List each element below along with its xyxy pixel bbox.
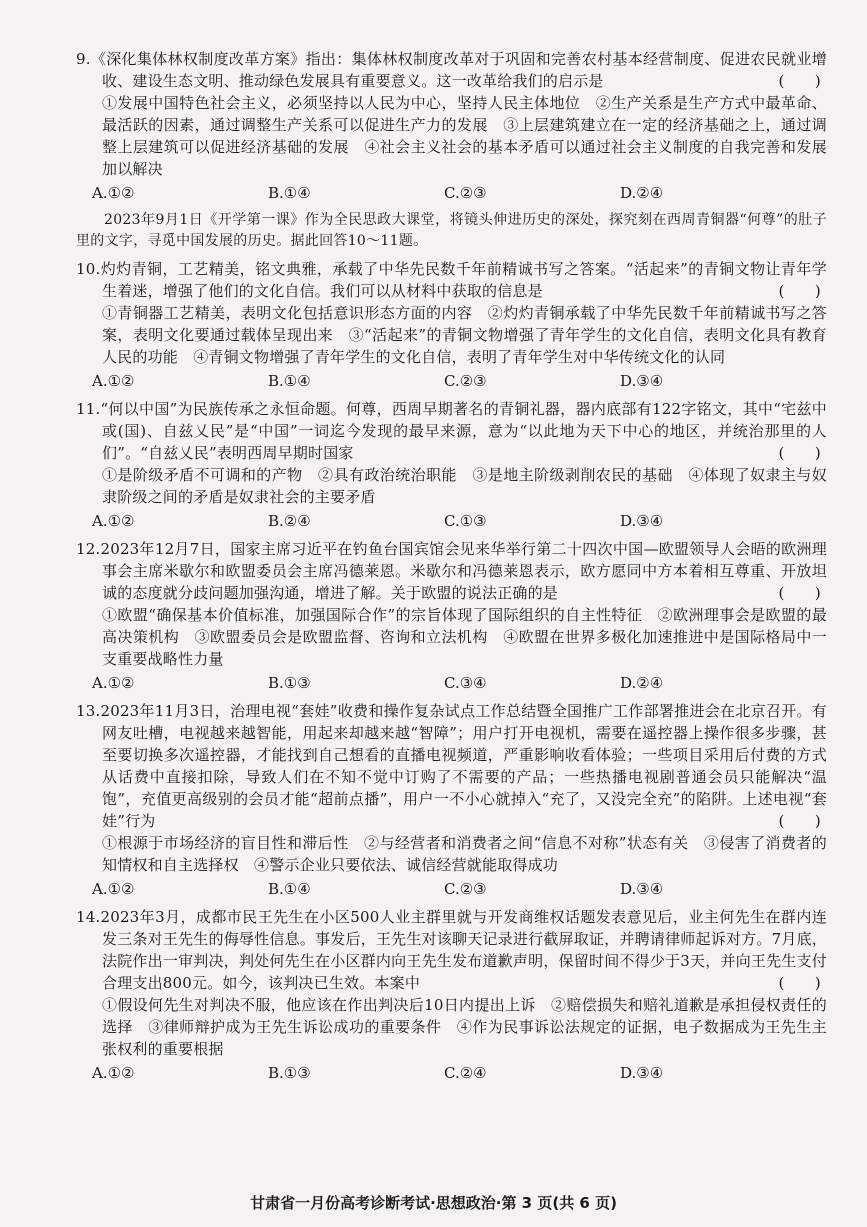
choice-a: A.①②: [92, 674, 135, 692]
answer-choices: [76, 510, 827, 532]
statement-options: ①欧盟“确保基本价值标准，加强国际合作”的宗旨体现了国际组织的自主性特征 ②欧洲理事会是欧盟的最高决策机构 ③欧盟委员会是欧盟监督、咨询和立法机构 ④欧盟在世界多极化加速推进中是国际格局中一支重要战略性力量: [102, 606, 827, 668]
answer-paren: ( ): [778, 72, 821, 90]
answer-paren: ( ): [778, 282, 821, 300]
choice-c: C.②③: [444, 880, 487, 898]
choice-a: A.①②: [92, 1064, 135, 1082]
question-stem: 9.《深化集体林权制度改革方案》指出：集体林权制度改革对于巩固和完善农村基本经营制度、促进农民就业增收、建设生态文明、推动绿色发展具有重要意义。这一改革给我们的启示是 ( ): [76, 50, 827, 90]
choice-b: B.②④: [268, 512, 311, 530]
choice-d: D.③④: [620, 1064, 664, 1082]
answer-choices: [76, 878, 827, 900]
answer-paren: ( ): [778, 812, 821, 830]
choice-a: A.①②: [92, 512, 135, 530]
choice-b: B.①③: [268, 674, 311, 692]
choice-d: D.③④: [620, 372, 664, 390]
answer-choices: [76, 370, 827, 392]
question-stem: 10.灼灼青铜，工艺精美，铭文典雅，承载了中华先民数千年前精诚书写之答案。“活起来”的青铜文物让青年学生着迷，增强了他们的文化自信。我们可以从材料中获取的信息是 ( ): [76, 260, 827, 300]
answer-choices: [76, 182, 827, 204]
statement-options: ①假设何先生对判决不服，他应该在作出判决后10日内提出上诉 ②赔偿损失和赔礼道歉是承担侵权责任的选择 ③律师辩护成为王先生诉讼成功的重要条件 ④作为民事诉讼法规定的证据，电子数据成为王先生主张权利的重要根据: [102, 996, 827, 1058]
statement-options: ①青铜器工艺精美，表明文化包括意识形态方面的内容 ②灼灼青铜承载了中华先民数千年前精诚书写之答案，表明文化要通过载体呈现出来 ③“活起来”的青铜文物增强了青年学生的文化自信，表明文化具有教育人民的功能 ④青铜文物增强了青年学生的文化自信，表明了青年学生对中华传统文化的认同: [102, 304, 827, 366]
choice-a: A.①②: [92, 880, 135, 898]
choice-c: C.①③: [444, 512, 487, 530]
answer-choices: [76, 672, 827, 694]
question-13: [76, 700, 827, 900]
statement-options: ①根源于市场经济的盲目性和滞后性 ②与经营者和消费者之间“信息不对称”状态有关 ③侵害了消费者的知情权和自主选择权 ④警示企业只要依法、诚信经营就能取得成功: [102, 834, 827, 874]
choice-d: D.③④: [620, 512, 664, 530]
choice-a: A.①②: [92, 372, 135, 390]
answer-paren: ( ): [778, 584, 821, 602]
choice-b: B.①③: [268, 1064, 311, 1082]
page-footer: 甘肃省一月份高考诊断考试·思想政治·第 3 页(共 6 页): [250, 1194, 617, 1212]
choice-c: C.②③: [444, 372, 487, 390]
choice-a: A.①②: [92, 184, 135, 202]
choice-b: B.①④: [268, 880, 311, 898]
choice-d: D.③④: [620, 880, 664, 898]
question-stem: 13.2023年11月3日，治理电视“套娃”收费和操作复杂试点工作总结暨全国推广工作部署推进会在北京召开。有网友吐槽，电视越来越智能，用起来却越来越“智障”；用户打开电视机，需要在遥控器上操作很多步骤，甚至要切换多次遥控器，才能找到自己想看的直播电视频道，严重影响收看体验；一些项目采用后付费的方式从话费中直接扣除，导致人们在不知不觉中订购了不需要的产品；一些热播电视剧普通会员只能解决“温饱”，充值更高级别的会员才能“超前点播”，用户一不小心就掉入“充了，又没完全充”的陷阱。上述电视“套娃”行为 ( ): [76, 702, 827, 830]
question-11: [76, 398, 827, 532]
choice-d: D.②④: [620, 184, 664, 202]
shared-material-10-11: 2023年9月1日《开学第一课》作为全民思政大课堂，将镜头伸进历史的深处，探究刻在西周青铜器“何尊”的肚子里的文字，寻觅中国发展的历史。据此回答10～11题。: [76, 212, 827, 249]
choice-c: C.③④: [444, 674, 487, 692]
choice-d: D.②④: [620, 674, 664, 692]
choice-c: C.②③: [444, 184, 487, 202]
question-12: [76, 538, 827, 694]
choice-c: C.②④: [444, 1064, 487, 1082]
question-9: [76, 48, 827, 204]
statement-options: ①发展中国特色社会主义，必须坚持以人民为中心，坚持人民主体地位 ②生产关系是生产方式中最革命、最活跃的因素，通过调整生产关系可以促进生产力的发展 ③上层建筑建立在一定的经济基础之上，通过调整上层建筑可以促进经济基础的发展 ④社会主义社会的基本矛盾可以通过社会主义制度的自我完善和发展加以解决: [102, 94, 827, 178]
statement-options: ①是阶级矛盾不可调和的产物 ②具有政治统治职能 ③是地主阶级剥削农民的基础 ④体现了奴隶主与奴隶阶级之间的矛盾是奴隶社会的主要矛盾: [102, 466, 827, 506]
question-stem: 14.2023年3月，成都市民王先生在小区500人业主群里就与开发商维权话题发表意见后，业主何先生在群内连发三条对王先生的侮辱性信息。事发后，王先生对该聊天记录进行截屏取证，并聘请律师起诉对方。7月底，法院作出一审判决，判处何先生在小区群内向王先生发布道歉声明，保留时间不得少于3天，并向王先生支付合理支出800元。如今，该判决已生效。本案中 ( ): [76, 908, 827, 992]
choice-b: B.①④: [268, 184, 311, 202]
question-stem: 11.“何以中国”为民族传承之永恒命题。何尊，西周早期著名的青铜礼器，器内底部有122字铭文，其中“宅兹中或(国)、自兹乂民”是“中国”一词迄今发现的最早来源，意为“以此地为天下中心的地区，并统治那里的人们”。“自兹乂民”表明西周早期时国家 ( ): [76, 400, 827, 462]
answer-choices: [76, 1062, 827, 1084]
answer-paren: ( ): [778, 444, 821, 462]
question-stem: 12.2023年12月7日，国家主席习近平在钓鱼台国宾馆会见来华举行第二十四次中国—欧盟领导人会晤的欧洲理事会主席米歇尔和欧盟委员会主席冯德莱恩。米歇尔和冯德莱恩表示，欧方愿同中方本着相互尊重、开放坦诚的态度就分歧问题加强沟通，增进了解。关于欧盟的说法正确的是 ( ): [76, 540, 827, 602]
question-10: [76, 258, 827, 392]
question-14: [76, 906, 827, 1084]
choice-b: B.①④: [268, 372, 311, 390]
answer-paren: ( ): [778, 974, 821, 992]
